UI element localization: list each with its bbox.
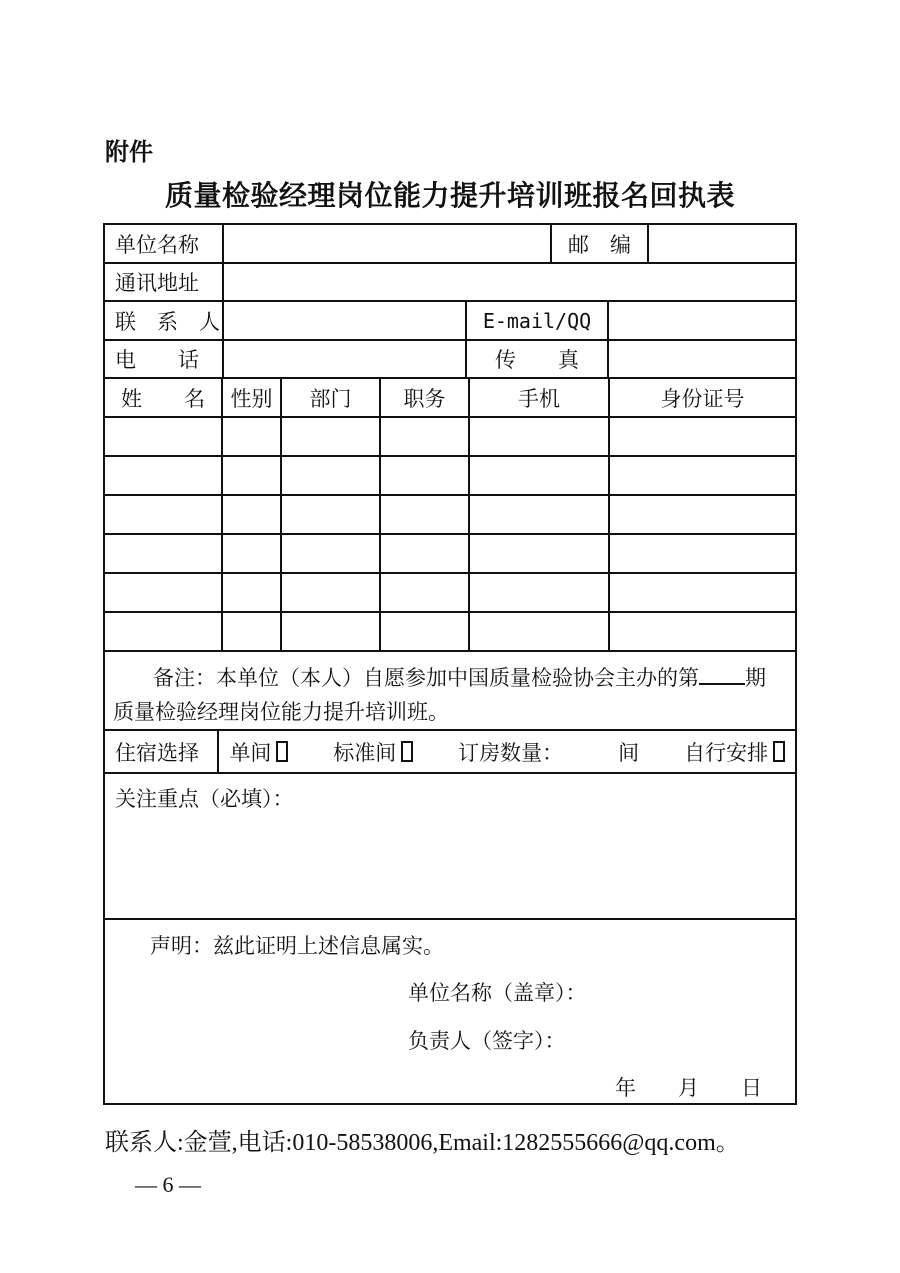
remark-text-after-blank: 期 xyxy=(745,666,766,690)
roster-header-row xyxy=(105,377,795,416)
date-label: 年 月 日 xyxy=(615,1076,762,1100)
self-arrange-option-label: 自行安排 xyxy=(684,740,769,765)
registration-form-table xyxy=(103,223,797,1105)
roster-header-name: 姓 名 xyxy=(121,386,205,411)
self-arrange-checkbox xyxy=(773,741,785,762)
page-title: 质量检验经理岗位能力提升培训班报名回执表 xyxy=(164,181,735,212)
roster-header-id-number: 身份证号 xyxy=(608,379,795,416)
postcode-field xyxy=(647,225,795,262)
roster-header-department: 部门 xyxy=(280,379,379,416)
signer-label: 负责人（签字）： xyxy=(408,1029,566,1053)
fax-field xyxy=(607,341,795,377)
row-address xyxy=(105,262,795,300)
email-qq-field xyxy=(607,302,795,339)
booking-quantity-label: 订房数量： xyxy=(458,740,564,765)
roster-header-position: 职务 xyxy=(379,379,468,416)
phone-field xyxy=(222,341,465,377)
postcode-label: 邮 编 xyxy=(550,225,647,262)
standard-room-option-label: 标准间 xyxy=(333,740,397,765)
single-room-checkbox xyxy=(276,741,288,762)
booking-unit-label: 间 xyxy=(618,740,640,765)
address-label: 通讯地址 xyxy=(115,271,199,295)
remark-text xyxy=(105,652,795,729)
footer-contact-info: 联系人:金萱,电话:010-58538006,Email:1282555666@qq.com。 xyxy=(105,1130,740,1156)
roster-empty-row xyxy=(105,533,795,572)
unit-name-label: 单位名称 xyxy=(115,232,199,257)
standard-room-checkbox xyxy=(401,741,413,762)
session-number-blank xyxy=(699,679,745,685)
remark-row xyxy=(105,650,795,729)
page-number: — 6 — xyxy=(135,1172,201,1197)
unit-seal-label: 单位名称（盖章）： xyxy=(408,981,587,1005)
declaration-statement: 声明：兹此证明上述信息属实。 xyxy=(150,934,444,958)
row-unit-name xyxy=(105,225,795,262)
accommodation-options xyxy=(217,731,795,772)
remark-line2: 质量检验经理岗位能力提升培训班。 xyxy=(113,700,449,724)
roster-header-gender: 性别 xyxy=(221,379,280,416)
single-room-option-label: 单间 xyxy=(229,740,272,765)
focus-label: 关注重点（必填）： xyxy=(115,787,294,811)
roster-empty-row xyxy=(105,494,795,533)
row-phone xyxy=(105,339,795,377)
email-qq-label: E-mail/QQ xyxy=(465,302,607,339)
roster-empty-row xyxy=(105,572,795,611)
focus-row xyxy=(105,772,795,918)
fax-label: 传 真 xyxy=(465,341,607,377)
roster-empty-row xyxy=(105,416,795,455)
declaration-cell xyxy=(105,920,795,1103)
remark-text-before-blank: 本单位（本人）自愿参加中国质量检验协会主办的第 xyxy=(216,666,699,690)
remark-label: 备注： xyxy=(153,666,216,690)
contact-person-field xyxy=(222,302,465,339)
contact-person-label: 联 系 人 xyxy=(115,309,220,334)
attachment-label: 附件 xyxy=(105,139,153,166)
phone-label: 电 话 xyxy=(115,348,199,372)
roster-empty-row xyxy=(105,611,795,650)
roster-empty-row xyxy=(105,455,795,494)
accommodation-row xyxy=(105,729,795,772)
accommodation-label: 住宿选择 xyxy=(115,740,199,765)
declaration-row xyxy=(105,918,795,1103)
roster-header-mobile: 手机 xyxy=(468,379,608,416)
unit-name-field xyxy=(222,225,550,262)
row-contact xyxy=(105,300,795,339)
address-field xyxy=(222,264,795,300)
